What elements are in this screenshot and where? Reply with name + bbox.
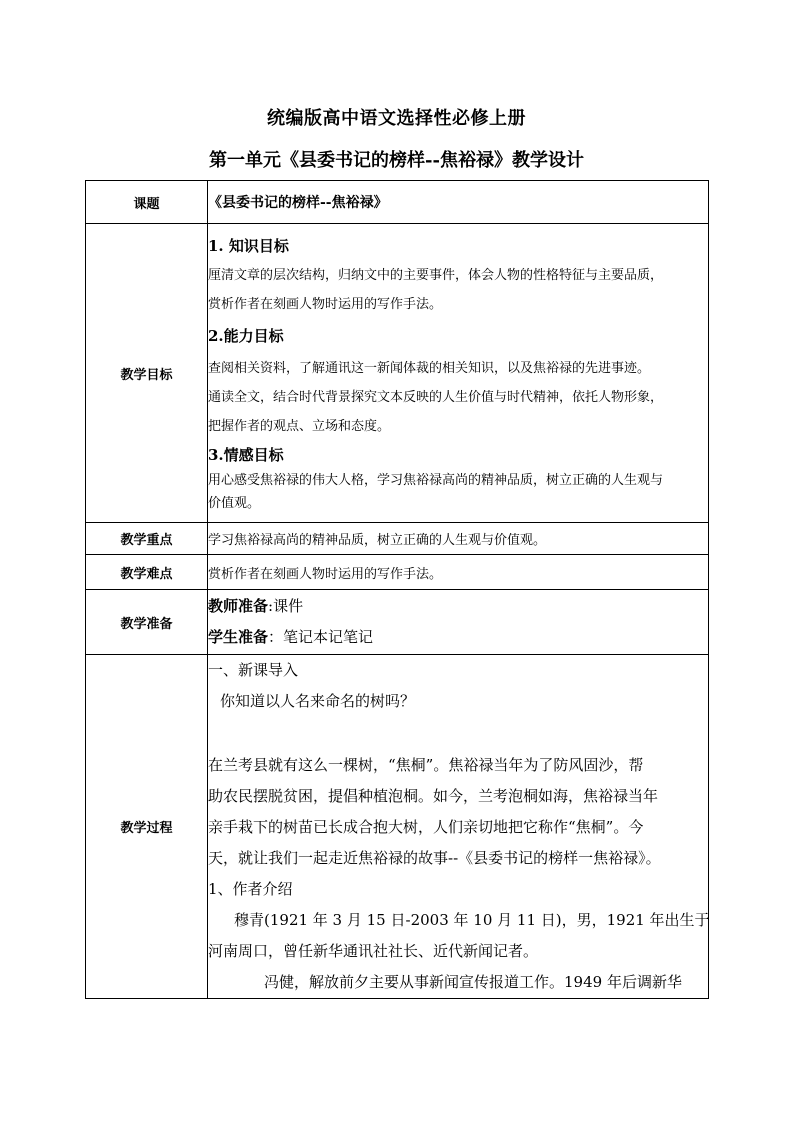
preparation-label: 教学准备	[86, 590, 208, 655]
teacher-preparation-value: :课件	[268, 597, 304, 615]
process-label: 教学过程	[86, 655, 208, 999]
knowledge-line: 赏析作者在刻画人物时运用的写作手法。	[208, 297, 443, 312]
topic-label: 课题	[86, 181, 208, 224]
student-preparation	[208, 622, 708, 653]
document-title: 统编版高中语文选择性必修上册	[267, 108, 526, 129]
intro-line: 天，就让我们一起走近焦裕禄的故事--《县委书记的榜样一焦裕禄》。	[208, 849, 661, 867]
key-points-value: 学习焦裕禄高尚的精神品质，树立正确的人生观与价值观。	[208, 523, 709, 555]
topic-text: 《县委书记的榜样--焦裕禄》	[208, 195, 388, 211]
ability-heading: 2.能力目标	[208, 327, 284, 345]
author-line: 穆青(1921 年 3 月 15 日-2003 年 10 月 11 日)，男，1921 年出生于	[234, 911, 710, 929]
goals-content	[208, 224, 709, 523]
table-row-difficulties	[86, 555, 709, 590]
difficulties-value: 赏析作者在刻画人物时运用的写作手法。	[208, 555, 709, 590]
teacher-preparation	[208, 591, 708, 622]
table-row-preparation	[86, 590, 709, 655]
intro-line: 亲手栽下的树苗已长成合抱大树，人们亲切地把它称作“焦桐”。今	[208, 818, 644, 836]
blank-line	[208, 717, 708, 750]
knowledge-line: 厘清文章的层次结构，归纳文中的主要事件，体会人物的性格特征与主要品质，	[208, 268, 664, 283]
intro-line: 在兰考县就有这么一棵树，“焦桐”。焦裕禄当年为了防风固沙，帮	[208, 756, 644, 774]
intro-line: 助农民摆脱贫困，提倡种植泡桐。如今，兰考泡桐如海，焦裕禄当年	[208, 787, 659, 805]
difficulties-label: 教学难点	[86, 555, 208, 590]
emotion-heading: 3.情感目标	[208, 446, 284, 464]
table-row-key-points	[86, 523, 709, 555]
goals-label: 教学目标	[86, 224, 208, 523]
topic-value	[208, 181, 709, 224]
emotion-line: 用心感受焦裕禄的伟大人格，学习焦裕禄高尚的精神品质，树立正确的人生观与	[208, 473, 664, 488]
emotion-line: 价值观。	[208, 496, 261, 511]
ability-line: 把握作者的观点、立场和态度。	[208, 419, 391, 434]
table-row-topic	[86, 181, 709, 224]
key-points-label: 教学重点	[86, 523, 208, 555]
ability-line: 查阅相关资料，了解通讯这一新闻体裁的相关知识，以及焦裕禄的先进事迹。	[208, 361, 651, 376]
author-line: 河南周口，曾任新华通讯社社长、近代新闻记者。	[208, 942, 539, 960]
table-row-goals	[86, 224, 709, 523]
knowledge-heading: 1. 知识目标	[208, 237, 289, 255]
lead-question: 你知道以人名来命名的树吗？	[220, 692, 416, 710]
author2-line: 冯健，解放前夕主要从事新闻宣传报道工作。1949 年后调新华	[264, 973, 682, 991]
section-new-lesson: 一、新课导入	[208, 661, 299, 679]
student-preparation-label: 学生准备	[208, 628, 269, 646]
table-row-process	[86, 655, 709, 999]
preparation-content	[208, 590, 709, 655]
ability-line: 通读全文，结合时代背景探究文本反映的人生价值与时代精神，依托人物形象，	[208, 390, 664, 405]
document-subtitle: 第一单元《县委书记的榜样--焦裕禄》教学设计	[209, 150, 584, 171]
lesson-plan-table	[85, 180, 709, 999]
student-preparation-value: ：笔记本记笔记	[268, 628, 374, 646]
teacher-preparation-label: 教师准备	[208, 597, 269, 615]
process-content	[208, 655, 709, 999]
section-author-intro: 1、作者介绍	[208, 880, 293, 898]
